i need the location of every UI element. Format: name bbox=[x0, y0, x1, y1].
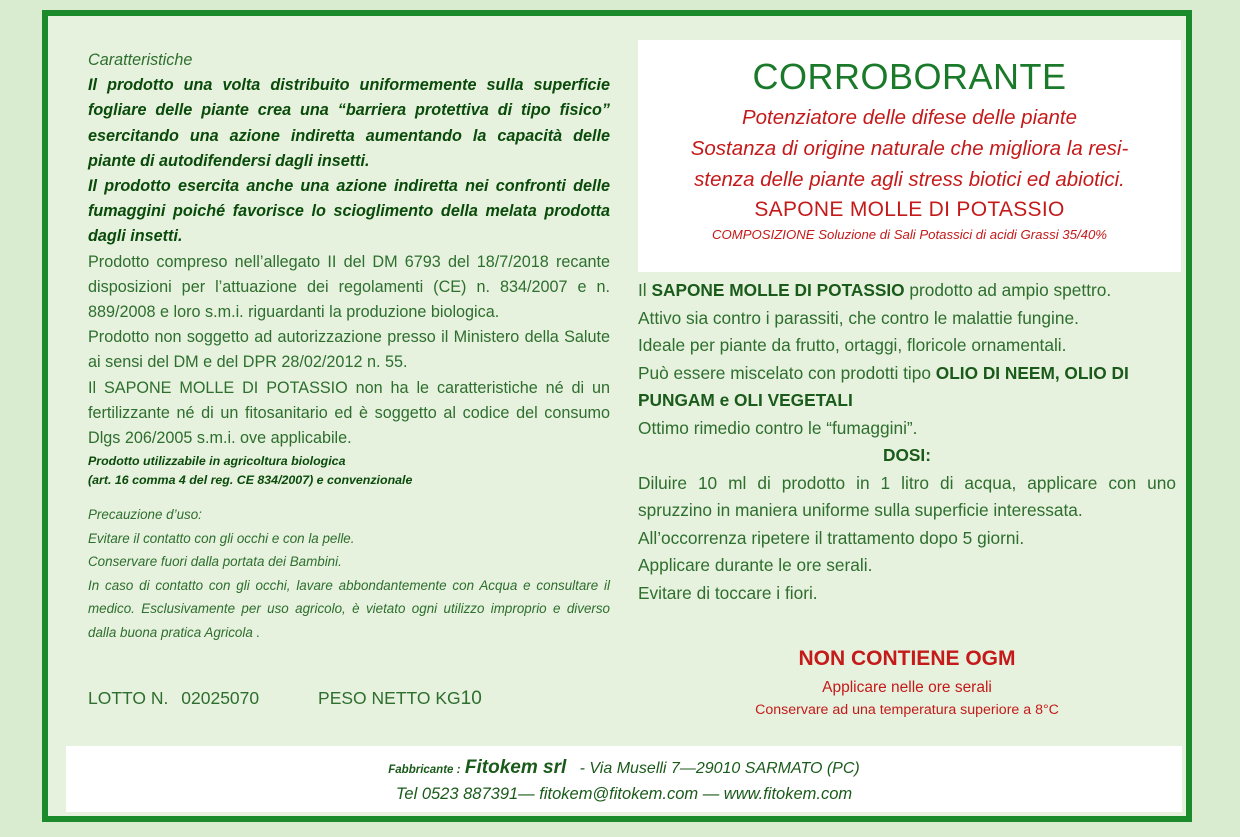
usage-text: Il bbox=[638, 280, 652, 300]
lot-weight-line bbox=[88, 688, 482, 710]
caratteristiche-heading: Caratteristiche bbox=[88, 51, 193, 69]
lot-number: 02025070 bbox=[181, 688, 260, 708]
weight-label: PESO NETTO KG bbox=[318, 688, 461, 708]
storage-temperature: Conservare ad una temperatura superiore a 8°C bbox=[755, 702, 1059, 718]
evening-application: Applicare nelle ore serali bbox=[822, 679, 992, 696]
precaution-2: Conservare fuori dalla portata dei Bambini. bbox=[88, 554, 342, 570]
usage-text: Può essere miscelato con prodotti tipo bbox=[638, 362, 936, 383]
weight-value: 10 bbox=[460, 688, 482, 709]
classification-para: Il SAPONE MOLLE DI POTASSIO non ha le caratteristiche né di un fertilizzante né di un fitosanitario ed è soggetto al codice del consumo Dlgs 206/2005 s.m.i. ove applicabile. bbox=[88, 378, 610, 448]
ministry-para: Prodotto non soggetto ad autorizzazione presso il Ministero della Salute ai sensi del DM e del DPR 28/02/2012 n. 55. bbox=[88, 328, 610, 372]
contact-line: Tel 0523 887391— fitokem@fitokem.com — www.fitokem.com bbox=[395, 785, 853, 803]
lot-label: LOTTO N. bbox=[88, 688, 169, 708]
product-title-box bbox=[638, 40, 1181, 272]
company-name: Fitokem srl bbox=[464, 757, 567, 778]
product-category-title: CORROBORANTE bbox=[752, 56, 1067, 97]
dosage-1: Diluire 10 ml di prodotto in 1 litro di acqua, applicare con uno spruzzino in maniera uniforme sulla superficie interessata. bbox=[638, 472, 1176, 520]
usage-line-1 bbox=[638, 277, 1176, 305]
manufacturer-line bbox=[66, 756, 1182, 782]
no-gmo-badge: NON CONTIENE OGM bbox=[798, 647, 1016, 670]
manufacturer-label: Fabbricante : bbox=[388, 764, 461, 776]
caratteristiche-para-1: Il prodotto una volta distribuito uniformemente sulla superficie fogliare delle piante crea una “barriera protettiva di tipo fisico” esercitando una azione indiretta aumentando la capacità delle piante di autodifendersi dagli insetti. bbox=[88, 76, 610, 170]
product-name: SAPONE MOLLE DI POTASSIO bbox=[754, 198, 1065, 221]
usage-text: prodotto ad ampio spettro. bbox=[904, 280, 1112, 300]
usage-line-4 bbox=[638, 360, 1176, 415]
precaution-1: Evitare il contatto con gli occhi e con la pelle. bbox=[88, 530, 355, 546]
claim-line-2: Sostanza di origine naturale che migliora la resi- bbox=[690, 137, 1129, 160]
usage-line-5: Ottimo rimedio contro le “fumaggini”. bbox=[638, 417, 918, 438]
usage-product-name: SAPONE MOLLE DI POTASSIO bbox=[651, 280, 905, 300]
caratteristiche-para-2: Il prodotto esercita anche una azione indiretta nei confronti delle fumaggini poiché favorisce lo scioglimento della melata prodotta dagli insetti. bbox=[88, 177, 610, 246]
dosage-4: Evitare di toccare i fiori. bbox=[638, 582, 818, 603]
precaution-3: In caso di contatto con gli occhi, lavare abbondantemente con Acqua e consultare il medico. Esclusivamente per uso agricolo, è vietato ogni utilizzo improprio e diverso dalla buona pratica Agricola . bbox=[88, 577, 610, 640]
precautions-title: Precauzione d’uso: bbox=[88, 507, 202, 523]
product-claims bbox=[638, 102, 1181, 195]
composition: COMPOSIZIONE Soluzione di Sali Potassici di acidi Grassi 35/40% bbox=[711, 227, 1108, 242]
bio-line-2: (art. 16 comma 4 del reg. CE 834/2007) e convenzionale bbox=[88, 473, 413, 488]
left-column bbox=[88, 48, 610, 644]
dosage-heading: DOSI: bbox=[882, 445, 931, 465]
right-column bbox=[638, 277, 1176, 607]
company-address: - Via Muselli 7—29010 SARMATO (PC) bbox=[570, 760, 860, 777]
usage-line-2: Attivo sia contro i parassiti, che contro le malattie fungine. bbox=[638, 307, 1079, 328]
manufacturer-box bbox=[66, 746, 1182, 812]
right-footer bbox=[638, 644, 1176, 720]
dosage-2: All’occorrenza ripetere il trattamento dopo 5 giorni. bbox=[638, 527, 1025, 548]
usage-line-3: Ideale per piante da frutto, ortaggi, floricole ornamentali. bbox=[638, 335, 1067, 355]
usage-oils: OLIO DI NEEM, OLIO DI PUNGAM e OLI VEGETALI bbox=[638, 362, 1129, 410]
regulation-para: Prodotto compreso nell’allegato II del DM 6793 del 18/7/2018 recante disposizioni per l’attuazione dei regolamenti (CE) n. 834/2007 e n. 889/2008 e loro s.m.i. riguardanti la produzione biologica. bbox=[88, 252, 610, 322]
claim-line-3: stenza delle piante agli stress biotici ed abiotici. bbox=[694, 168, 1125, 191]
precautions-block bbox=[88, 503, 610, 644]
dosage-3: Applicare durante le ore serali. bbox=[638, 555, 873, 575]
bio-line-1: Prodotto utilizzabile in agricoltura biologica bbox=[88, 454, 346, 469]
claim-line-1: Potenziatore delle difese delle piante bbox=[741, 106, 1078, 129]
